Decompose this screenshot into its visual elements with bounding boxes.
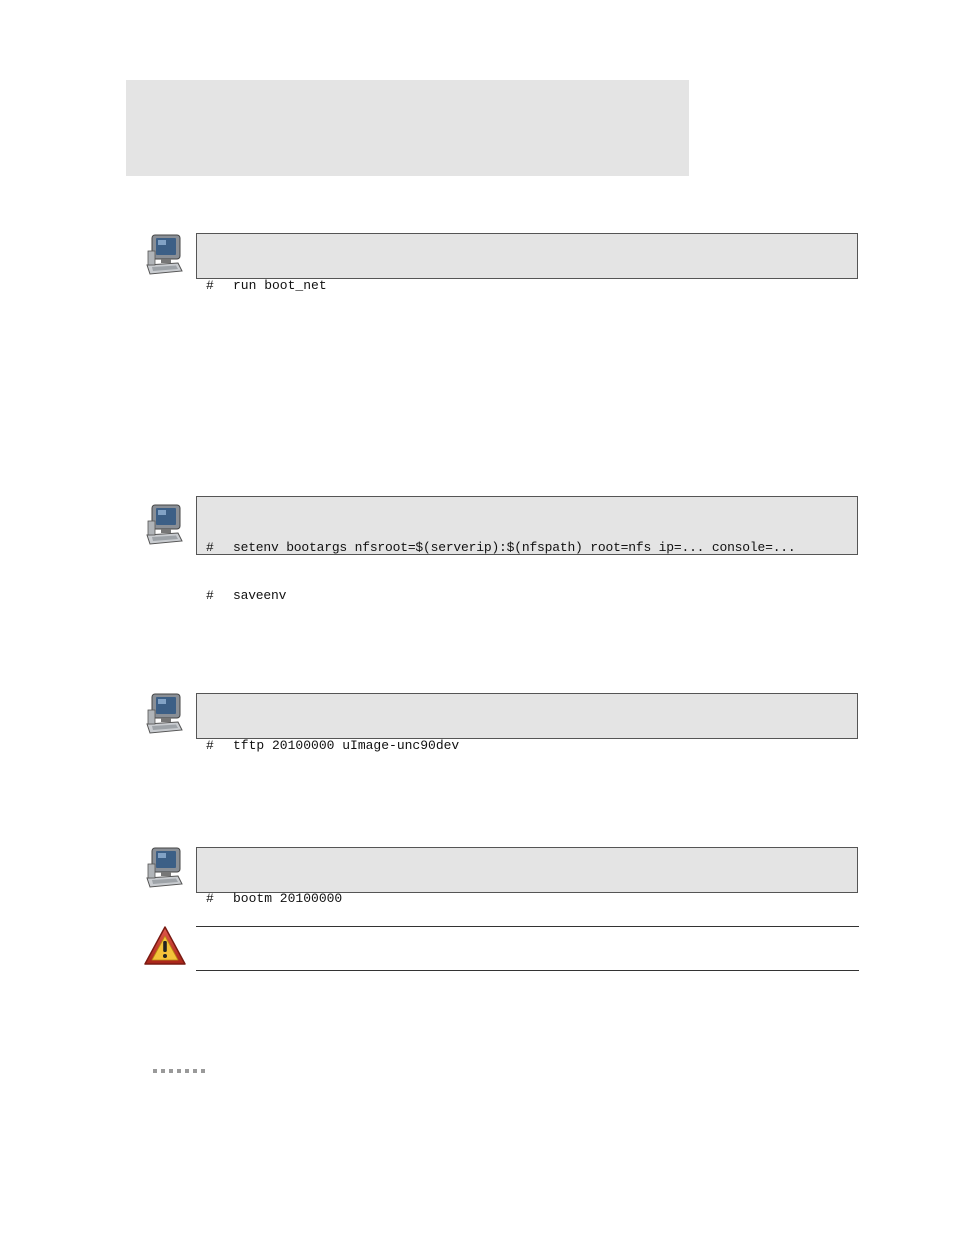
command-text: saveenv xyxy=(233,588,287,603)
command-text: setenv bootargs nfsroot=$(serverip):$(nfspath) root=nfs ip=... console=... xyxy=(233,540,796,555)
prompt-symbol: # xyxy=(206,891,214,906)
prompt-symbol: # xyxy=(206,588,214,603)
computer-terminal-icon xyxy=(144,846,184,890)
command-line xyxy=(206,738,857,754)
command-box-setenv xyxy=(196,496,858,603)
prompt-symbol: # xyxy=(206,278,214,293)
command-box-bootm xyxy=(196,847,858,906)
warning-top-rule xyxy=(196,926,859,927)
command-line xyxy=(206,540,857,556)
command-line xyxy=(206,588,857,604)
header-banner xyxy=(126,80,689,176)
command-line xyxy=(206,278,857,294)
command-line xyxy=(206,891,857,907)
warning-triangle-icon xyxy=(143,924,187,968)
command-box-tftp xyxy=(196,693,858,753)
warning-bottom-rule xyxy=(196,970,859,971)
command-text: tftp 20100000 uImage-unc90dev xyxy=(233,738,460,753)
computer-terminal-icon xyxy=(144,233,184,277)
prompt-symbol: # xyxy=(206,738,214,753)
computer-terminal-icon xyxy=(144,503,184,547)
command-text: bootm 20100000 xyxy=(233,891,343,906)
command-text: run boot_net xyxy=(233,278,327,293)
command-box-boot-net xyxy=(196,233,858,293)
prompt-symbol: # xyxy=(206,540,214,555)
computer-terminal-icon xyxy=(144,692,184,736)
section-divider-dots xyxy=(153,1069,209,1074)
